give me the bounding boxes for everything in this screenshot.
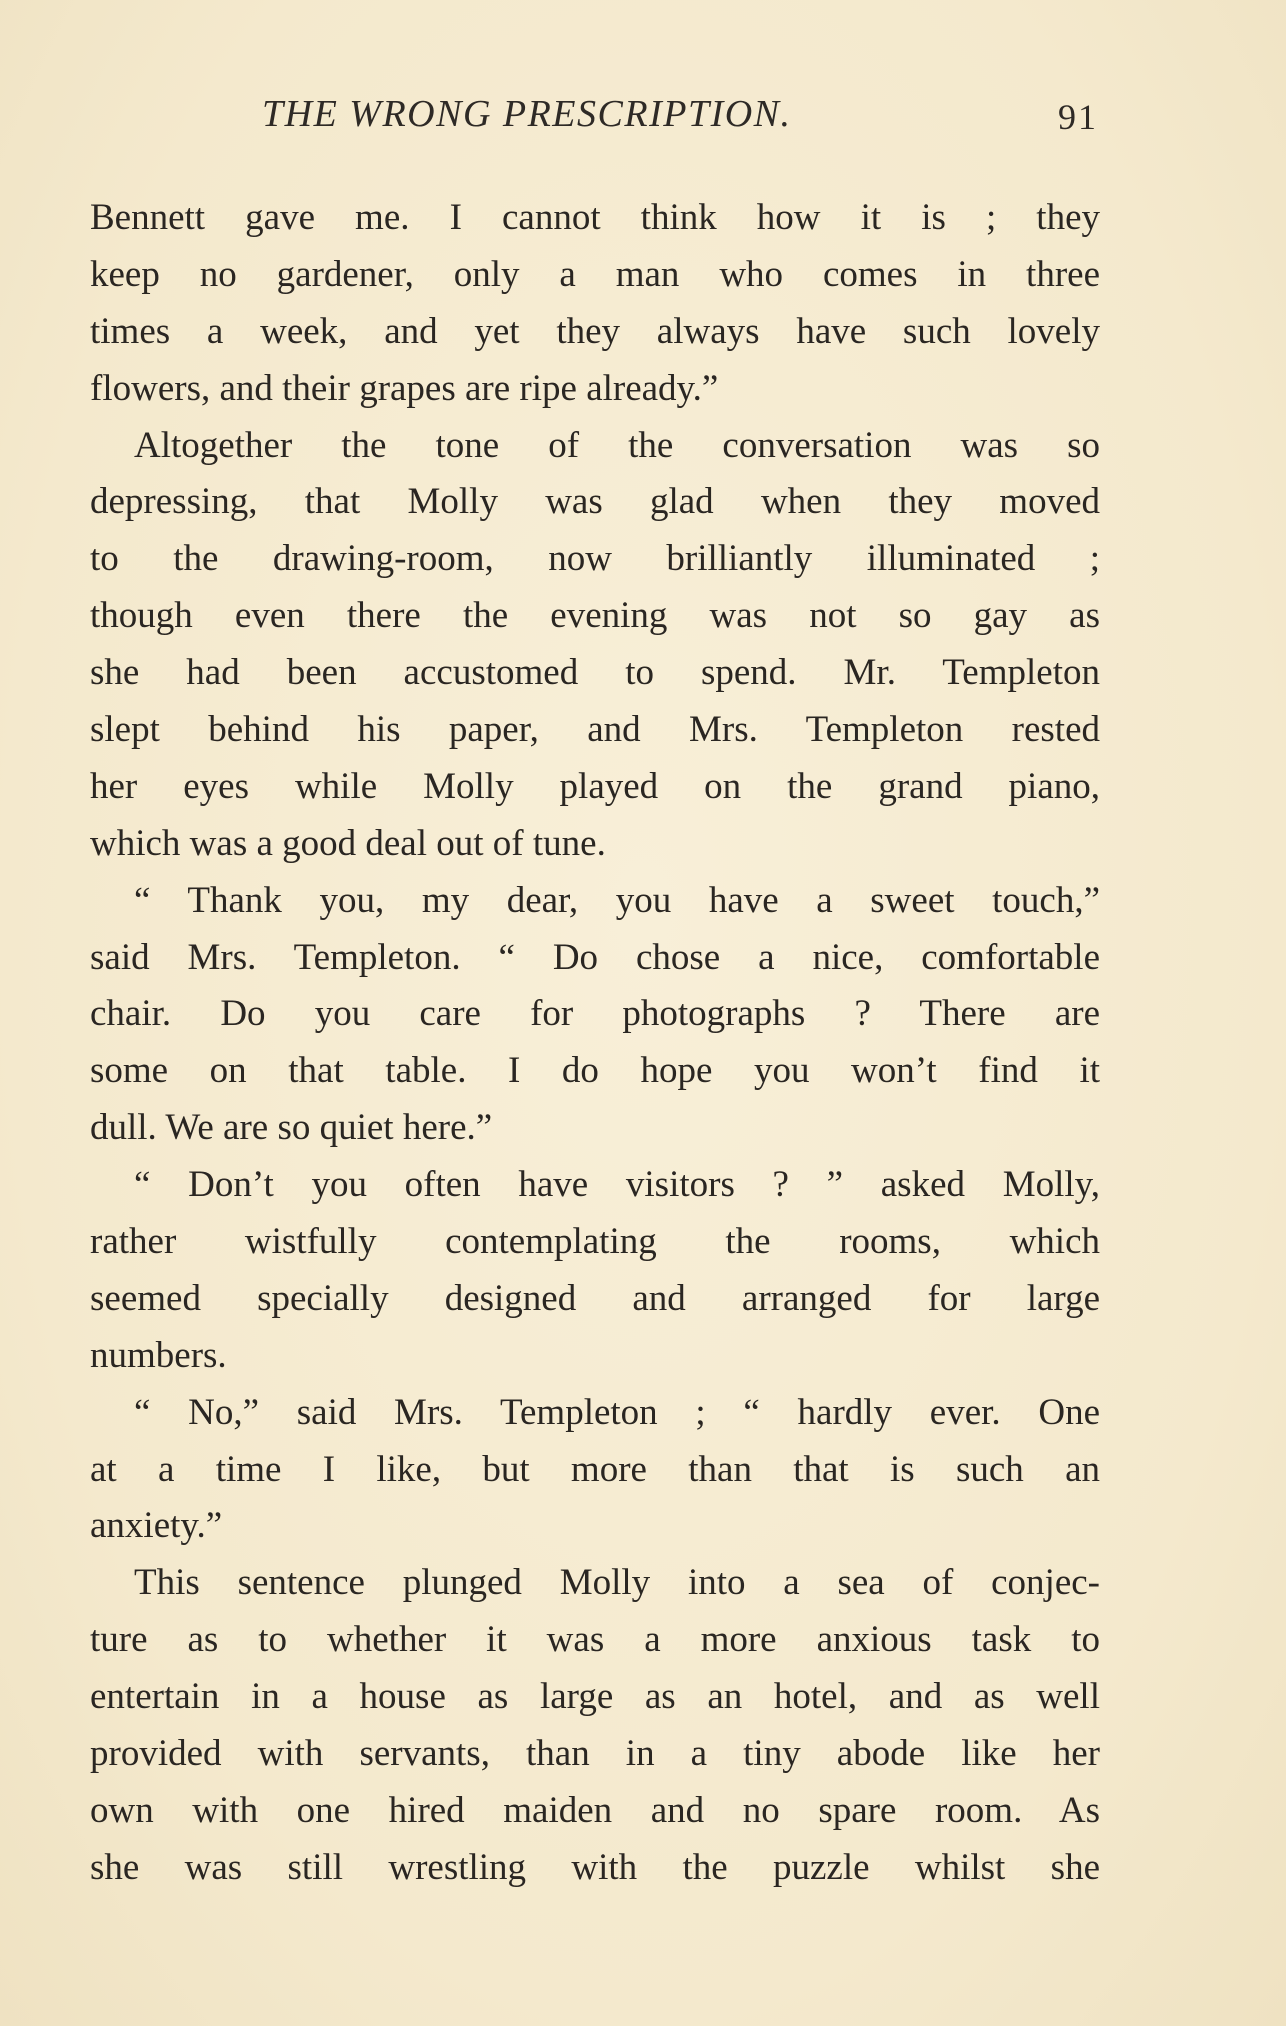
running-title: THE WRONG PRESCRIPTION. xyxy=(262,93,792,135)
text-line: “ Don’t you often have visitors ? ” asked Molly, xyxy=(134,1164,1100,1206)
text-line: depressing, that Molly was glad when they moved xyxy=(90,481,1100,523)
text-line: “ No,” said Mrs. Templeton ; “ hardly ever. One xyxy=(134,1391,1100,1433)
text-line: which was a good deal out of tune. xyxy=(90,822,606,864)
text-line: own with one hired maiden and no spare room. As xyxy=(90,1789,1100,1831)
text-line: times a week, and yet they always have such lovely xyxy=(90,310,1100,352)
text-line: numbers. xyxy=(90,1334,227,1376)
text-line: though even there the evening was not so gay as xyxy=(90,595,1100,637)
page-number: 91 xyxy=(1058,97,1098,137)
text-line: provided with servants, than in a tiny abode like her xyxy=(90,1733,1100,1775)
text-line: she had been accustomed to spend. Mr. Templeton xyxy=(90,652,1100,694)
text-line: “ Thank you, my dear, you have a sweet touch,” xyxy=(134,879,1100,921)
text-line: at a time I like, but more than that is such an xyxy=(90,1448,1100,1490)
text-line: said Mrs. Templeton. “ Do chose a nice, comfortable xyxy=(90,936,1100,978)
text-line: Bennett gave me. I cannot think how it is ; they xyxy=(90,197,1100,238)
text-line: some on that table. I do hope you won’t find it xyxy=(90,1050,1100,1092)
text-line: flowers, and their grapes are ripe already.” xyxy=(90,367,719,409)
text-line: slept behind his paper, and Mrs. Templeton rested xyxy=(90,709,1100,751)
text-line: This sentence plunged Molly into a sea of conjec- xyxy=(134,1562,1100,1604)
text-line: dull. We are so quiet here.” xyxy=(90,1107,493,1149)
running-head xyxy=(0,92,1286,142)
text-line: ture as to whether it was a more anxious task to xyxy=(90,1619,1100,1661)
text-line: chair. Do you care for photographs ? There are xyxy=(90,993,1100,1035)
text-line: entertain in a house as large as an hotel, and as well xyxy=(90,1676,1100,1718)
text-line: Altogether the tone of the conversation was so xyxy=(134,424,1100,466)
text-line: anxiety.” xyxy=(90,1505,223,1547)
text-line: her eyes while Molly played on the grand piano, xyxy=(90,765,1100,807)
text-line: seemed specially designed and arranged for large xyxy=(90,1277,1100,1319)
text-line: she was still wrestling with the puzzle whilst she xyxy=(90,1846,1100,1888)
body-text xyxy=(90,190,1100,1897)
text-line: keep no gardener, only a man who comes in three xyxy=(90,253,1100,295)
text-line: to the drawing-room, now brilliantly illuminated ; xyxy=(90,538,1100,580)
text-line: rather wistfully contemplating the rooms, which xyxy=(90,1221,1100,1263)
